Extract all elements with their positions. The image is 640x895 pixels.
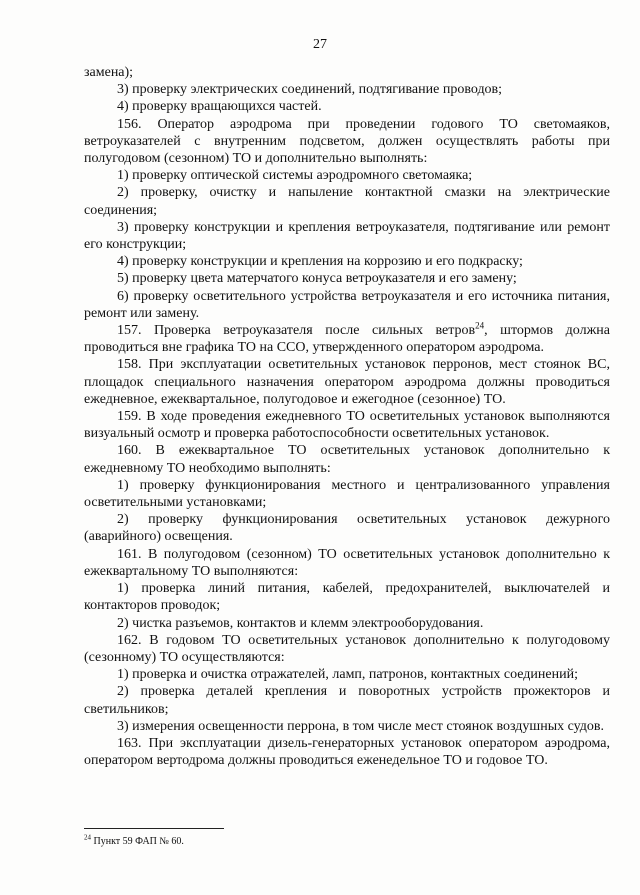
paragraph-text: 157. Проверка ветроуказателя после сильных ветров bbox=[117, 323, 476, 339]
paragraph bbox=[84, 288, 610, 322]
paragraph bbox=[84, 735, 610, 769]
paragraph-text: 156. Оператор аэродрома при проведении годового ТО светомаяков, ветроуказателей с внутренним подсветом, должен осуществлять работы при полугодовом (сезонном) ТО и дополнительно выполнять: bbox=[84, 116, 610, 167]
paragraph bbox=[84, 666, 610, 683]
paragraph bbox=[84, 167, 610, 184]
paragraph bbox=[84, 64, 610, 81]
paragraph bbox=[84, 511, 610, 545]
paragraph bbox=[84, 615, 610, 632]
paragraph-text: замена); bbox=[84, 65, 134, 80]
paragraph-text: 162. В годовом ТО осветительных установок дополнительно к полугодовому (сезонному) ТО осуществляются: bbox=[84, 632, 610, 665]
paragraph-text: 1) проверку функционирования местного и централизованного управления осветительными установками; bbox=[84, 477, 610, 511]
paragraph-text: 159. В ходе проведения ежедневного ТО осветительных установок выполняются визуальный осмотр и проверка работоспособности осветительных установок. bbox=[84, 409, 610, 442]
paragraph-text: 3) проверку электрических соединений, подтягивание проводов; bbox=[117, 82, 503, 98]
page-number: 27 bbox=[313, 37, 327, 52]
paragraph bbox=[84, 546, 610, 580]
body-text bbox=[84, 64, 610, 769]
footnote-text: Пункт 59 ФАП № 60. bbox=[91, 836, 184, 847]
footnote-reference: 24 bbox=[475, 320, 485, 331]
paragraph-text: 2) чистка разъемов, контактов и клемм электрооборудования. bbox=[117, 615, 484, 631]
paragraph bbox=[84, 270, 610, 287]
paragraph bbox=[84, 408, 610, 442]
paragraph bbox=[84, 253, 610, 270]
paragraph-text: 3) проверку конструкции и крепления ветроуказателя, подтягивание или ремонт его конструкции; bbox=[84, 219, 610, 253]
paragraph-text: 163. При эксплуатации дизель-генераторных установок оператором аэродрома, оператором вертодрома должны проводиться еженедельное ТО и годовое ТО. bbox=[84, 735, 610, 769]
paragraph-text: 2) проверка деталей крепления и поворотных устройств прожекторов и светильников; bbox=[84, 684, 610, 717]
footnote bbox=[84, 833, 584, 848]
paragraph bbox=[84, 632, 610, 666]
paragraph-text: 5) проверку цвета матерчатого конуса ветроуказателя и его замену; bbox=[117, 271, 517, 287]
paragraph bbox=[84, 184, 610, 218]
paragraph-text: 158. При эксплуатации осветительных установок перронов, мест стоянок ВС, площадок специального назначения оператором аэродрома должны проводиться ежедневное, ежеквартальное, полугодовое и ежегодное (сезонное) ТО. bbox=[84, 357, 610, 407]
paragraph-text: 160. В ежеквартальное ТО осветительных установок дополнительно к ежедневному ТО необходимо выполнять: bbox=[84, 443, 610, 476]
paragraph bbox=[84, 98, 610, 115]
paragraph bbox=[84, 356, 610, 408]
paragraph-text: 4) проверку вращающихся частей. bbox=[117, 99, 322, 115]
paragraph bbox=[84, 477, 610, 511]
paragraph bbox=[84, 442, 610, 476]
paragraph bbox=[84, 580, 610, 614]
footnote-separator bbox=[84, 828, 224, 829]
paragraph-text-continued: , штормов должна проводиться вне графика ТО на ССО, утвержденного оператором аэродрома. bbox=[84, 323, 610, 356]
paragraph bbox=[84, 683, 610, 717]
paragraph-text: 6) проверку осветительного устройства ветроуказателя и его источника питания, ремонт или замену. bbox=[84, 288, 610, 321]
paragraph-text: 1) проверка линий питания, кабелей, предохранителей, выключателей и контакторов проводок; bbox=[84, 581, 610, 614]
footnote-marker: 24 bbox=[84, 833, 91, 842]
paragraph-text: 4) проверку конструкции и крепления на коррозию и его подкраску; bbox=[117, 254, 523, 270]
paragraph-text: 161. В полугодовом (сезонном) ТО осветительных установок дополнительно к ежеквартальному ТО выполняются: bbox=[84, 546, 610, 579]
paragraph-text: 2) проверку функционирования осветительных установок дежурного (аварийного) освещения. bbox=[84, 512, 610, 545]
paragraph-text: 1) проверка и очистка отражателей, ламп, патронов, контактных соединений; bbox=[117, 667, 578, 683]
paragraph-text: 3) измерения освещенности перрона, в том числе мест стоянок воздушных судов. bbox=[117, 718, 604, 734]
paragraph-text: 2) проверку, очистку и напыление контактной смазки на электрические соединения; bbox=[84, 185, 610, 218]
paragraph bbox=[84, 718, 610, 735]
paragraph bbox=[84, 116, 610, 168]
paragraph bbox=[84, 219, 610, 253]
paragraph bbox=[84, 322, 610, 356]
paragraph-text: 1) проверку оптической системы аэродромного светомаяка; bbox=[117, 168, 473, 184]
paragraph bbox=[84, 81, 610, 98]
